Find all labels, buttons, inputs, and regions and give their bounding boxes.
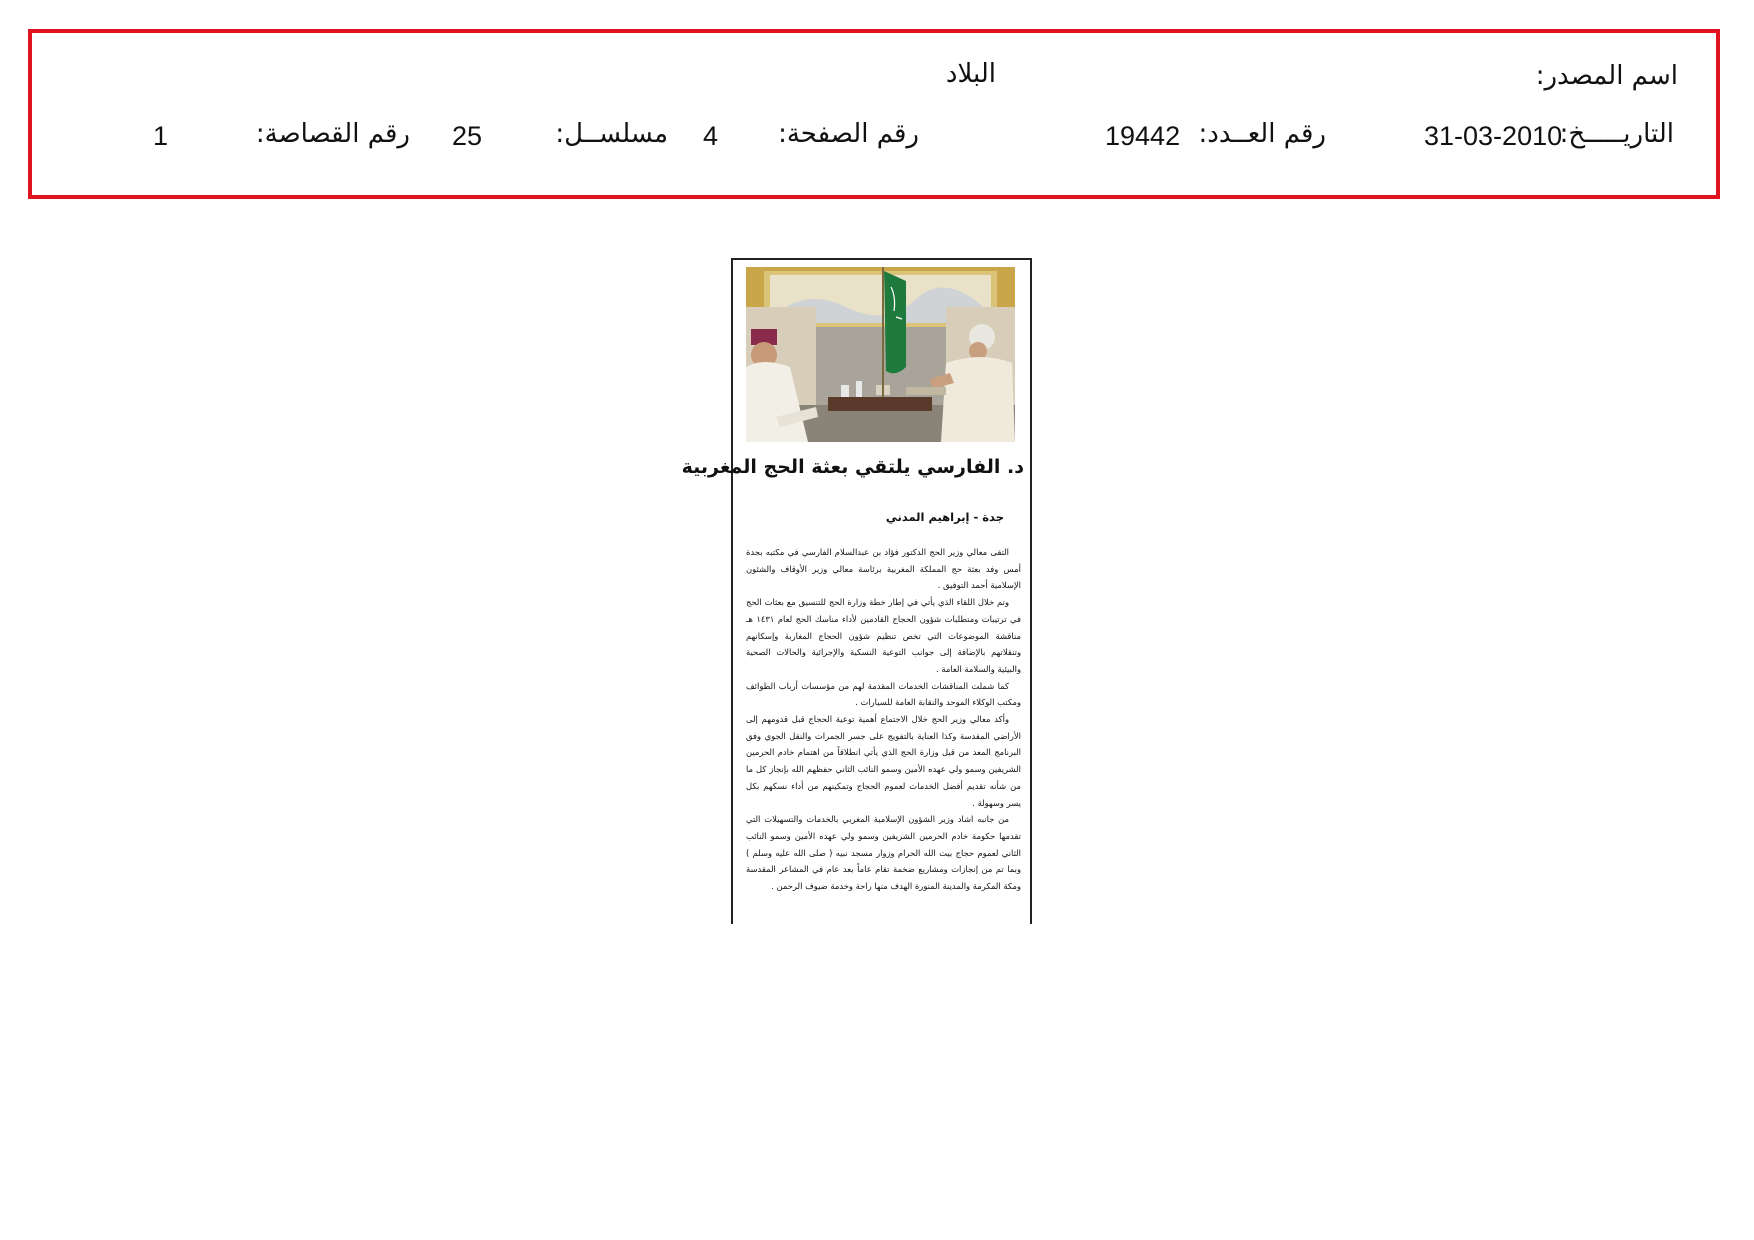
clip-label: رقم القصاصة: xyxy=(255,119,410,149)
article-paragraph: وأكد معالي وزير الحج خلال الاجتماع أهمية توعية الحجاج قبل قدومهم إلى الأراضي المقدسة وكذا العناية بالتفويج على جسر الجمرات والنقل الجوي وفق البرنامج المعد من قبل وزارة الحج الذي يأتي انطلاقاً من اهتمام خادم الحرمين الشريفين وسمو ولي عهده الأمين وسمو النائب الثاني حفظهم الله بإنجاز كل ما من شأنه تقديم أفضل الخدمات لعموم الحجاج وتمكينهم من أداء نسكهم بكل يسر وسهولة . xyxy=(746,714,1021,808)
article-paragraph: التقى معالي وزير الحج الدكتور فؤاد بن عبدالسلام الفارسي في مكتبه بجدة أمس وفد بعثة حج المملكة المغربية برئاسة معالي وزير الأوقاف والشئون الإسلامية أحمد التوفيق . xyxy=(746,547,1021,591)
article-paragraph: وتم خلال اللقاء الذي يأتي في إطار خطة وزارة الحج للتنسيق مع بعثات الحج في ترتيبات ومتطلبات شؤون الحجاج القادمين لأداء مناسك الحج لعام ١٤٣١ هـ مناقشة الموضوعات التي تخص تنظيم شؤون الحجاج المغاربة وإسكانهم وتنقلاتهم بالإضافة إلى جوانب التوعية النسكية والإجرائية والحالات الصحية والبيئية والسلامة العامة . xyxy=(746,597,1021,674)
source-label: اسم المصدر: xyxy=(1535,61,1678,91)
article-paragraph: كما شملت المناقشات الخدمات المقدمة لهم من مؤسسات أرباب الطوائف ومكتب الوكلاء الموحد والنقابة العامة للسيارات . xyxy=(746,680,1021,708)
article-headline: د. الفارسي يلتقي بعثة الحج المغربية xyxy=(681,456,1024,478)
page-value: 4 xyxy=(703,121,719,151)
article-paragraph: من جانبه اشاد وزير الشؤون الإسلامية المغربي بالخدمات والتسهيلات التي تقدمها حكومة خادم الحرمين الشريفين وسمو ولي عهده الأمين وسمو النائب الثاني لعموم حجاج بيت الله الحرام وزوار مسجد نبيه ( صلى الله عليه وسلم ) وبما تم من إنجازات ومشاريع ضخمة تقام عاماً بعد عام في المشاعر المقدسة ومكة المكرمة والمدينة المنورة الهدف منها راحة وخدمة ضيوف الرحمن . xyxy=(746,814,1021,892)
flag xyxy=(884,271,906,373)
article-body xyxy=(746,544,1021,895)
date-value: 31-03-2010 xyxy=(1424,121,1563,151)
serial-label: مسلســل: xyxy=(555,119,668,149)
metadata-box xyxy=(28,29,1720,199)
article-photo xyxy=(746,267,1015,442)
newspaper-clipping xyxy=(681,258,1032,924)
source-value: البلاد xyxy=(945,59,996,89)
article-byline: جدة - إبراهيم المدني xyxy=(885,510,1004,524)
issue-value: 19442 xyxy=(1105,121,1181,151)
clip-value: 1 xyxy=(153,121,169,151)
page-label: رقم الصفحة: xyxy=(778,119,919,149)
date-label: التاريـــــخ: xyxy=(1559,119,1674,149)
serial-value: 25 xyxy=(452,121,483,151)
issue-label: رقم العــدد: xyxy=(1198,119,1326,149)
